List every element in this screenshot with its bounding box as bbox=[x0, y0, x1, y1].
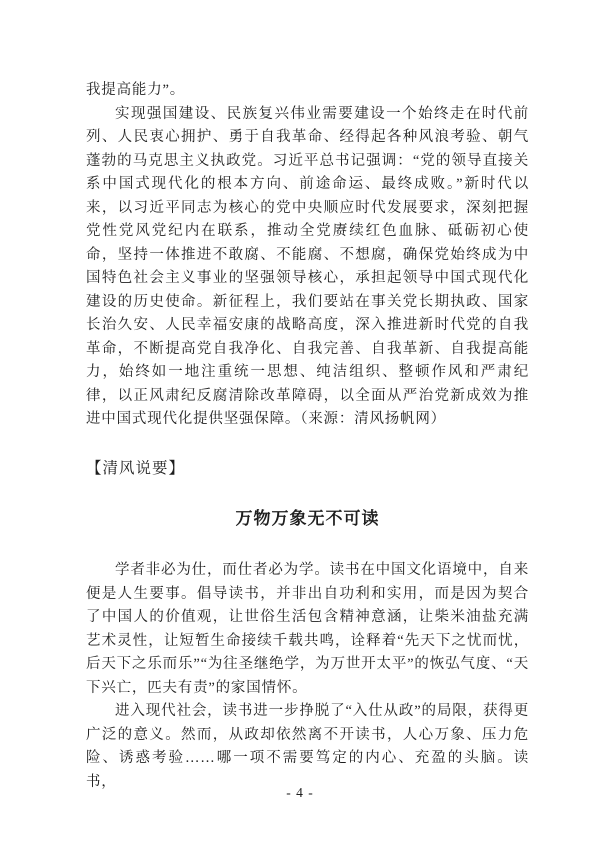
page-footer bbox=[0, 784, 600, 802]
article-title: 万物万象无不可读 bbox=[235, 509, 380, 528]
page-body bbox=[86, 79, 529, 794]
section-header-qingfeng-shuoyao: 【清风说要】 bbox=[86, 459, 186, 477]
page-number: - 4 - bbox=[286, 785, 314, 800]
continuation-paragraph: 我提高能力”。 bbox=[86, 82, 186, 98]
paragraph-party-building: 实现强国建设、民族复兴伟业需要建设一个始终走在时代前列、人民衷心拥护、勇于自我革命、经得起各种风浪考验、朝气蓬勃的马克思主义执政党。习近平总书记强调：“党的领导直接关系中国式现代化的根本方向、前途命运、最终成败。”新时代以来，以习近平同志为核心的党中央顺应时代发展要求，深刻把握党性党风党纪内在联系，推动全党赓续红色血脉、砥砺初心使命，坚持一体推进不敢腐、不能腐、不想腐，确保党始终成为中国特色社会主义事业的坚强领导核心，承担起领导中国式现代化建设的历史使命。新征程上，我们要站在事关党长期执政、国家长治久安、人民幸福安康的战略高度，深入推进新时代党的自我革命，不断提高党自我净化、自我完善、自我革新、自我提高能力，始终如一地注重统一思想、纯洁组织、整顿作风和严肃纪律，以正风肃纪反腐清除改革障碍，以全面从严治党新成效为推进中国式现代化提供坚强保障。（来源：清风扬帆网） bbox=[86, 105, 529, 427]
paragraph-modern-society: 进入现代社会，读书进一步挣脱了“入仕从政”的局限，获得更广泛的意义。然而，从政却依然离不开读书，人心万象、压力危险、诱惑考验……哪一项不需要笃定的内心、充盈的头脑。读书， bbox=[86, 703, 529, 790]
paragraph-reading-tradition: 学者非必为仕，而仕者必为学。读书在中国文化语境中，自来便是人生要事。倡导读书，并非出自功利和实用，而是因为契合了中国人的价值观，让世俗生活包含精神意涵，让柴米油盐充满艺术灵性，让短暂生命接续千载共鸣，诠释着“先天下之忧而忧，后天下之乐而乐”“为往圣继绝学，为万世开太平”的恢弘气度、“天下兴亡，匹夫有责”的家国情怀。 bbox=[86, 562, 529, 696]
